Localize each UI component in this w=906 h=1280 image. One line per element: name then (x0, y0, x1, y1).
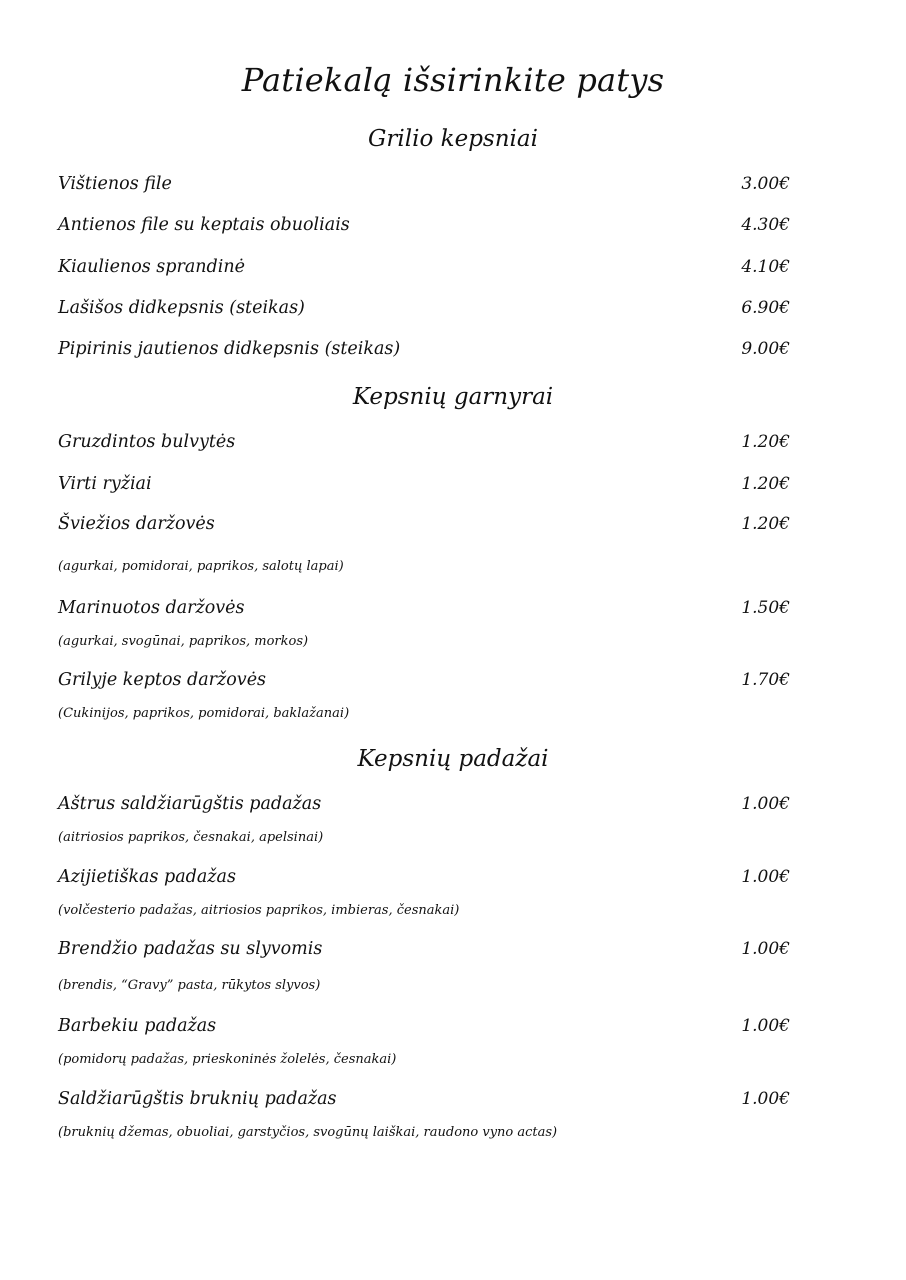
item-name: Virti ryžiai (58, 474, 152, 494)
item-name: Vištienos file (58, 174, 172, 194)
item-price: 3.00€ (741, 174, 790, 194)
item-price: 1.00€ (741, 794, 790, 814)
section-title-kepsniu-padazai: Kepsnių padažai (357, 746, 549, 772)
item-note: (bruknių džemas, obuoliai, garstyčios, svogūnų laiškai, raudono vyno actas) (58, 1125, 558, 1140)
item-price: 1.20€ (741, 514, 790, 534)
page-title: Patiekalą išsirinkite patys (241, 61, 665, 99)
item-note: (brendis, “Gravy” pasta, rūkytos slyvos) (58, 978, 321, 993)
item-name: Pipirinis jautienos didkepsnis (steikas) (58, 339, 401, 359)
item-price: 1.00€ (741, 1089, 790, 1109)
item-price: 1.00€ (741, 867, 790, 887)
item-price: 1.20€ (741, 432, 790, 452)
item-name: Antienos file su keptais obuoliais (58, 215, 350, 235)
item-price: 4.10€ (741, 257, 790, 277)
item-name: Brendžio padažas su slyvomis (58, 939, 323, 959)
item-name: Marinuotos daržovės (58, 598, 245, 618)
item-name: Šviežios daržovės (58, 514, 215, 534)
item-note: (aitriosios paprikos, česnakai, apelsinai) (58, 830, 324, 845)
item-name: Kiaulienos sprandinė (58, 257, 245, 277)
item-price: 4.30€ (741, 215, 790, 235)
item-note: (volčesterio padažas, aitriosios paprikos, imbieras, česnakai) (58, 903, 460, 918)
item-name: Lašišos didkepsnis (steikas) (58, 298, 305, 318)
item-name: Gruzdintos bulvytės (58, 432, 236, 452)
item-note: (agurkai, svogūnai, paprikos, morkos) (58, 634, 309, 649)
section-title-grilio-kepsniai: Grilio kepsniai (368, 126, 538, 152)
item-note: (agurkai, pomidorai, paprikos, salotų lapai) (58, 559, 344, 574)
item-note: (Cukinijos, paprikos, pomidorai, baklažanai) (58, 706, 350, 721)
item-price: 9.00€ (741, 339, 790, 359)
item-name: Barbekiu padažas (58, 1016, 217, 1036)
item-price: 1.50€ (741, 598, 790, 618)
item-name: Azijietiškas padažas (58, 867, 236, 887)
item-name: Aštrus saldžiarūgštis padažas (58, 794, 322, 814)
item-price: 1.00€ (741, 1016, 790, 1036)
item-name: Saldžiarūgštis bruknių padažas (58, 1089, 337, 1109)
item-price: 1.00€ (741, 939, 790, 959)
item-note: (pomidorų padažas, prieskoninės žolelės, česnakai) (58, 1052, 397, 1067)
item-price: 1.20€ (741, 474, 790, 494)
item-price: 6.90€ (741, 298, 790, 318)
section-title-kepsniu-garnyrai: Kepsnių garnyrai (352, 384, 554, 410)
item-price: 1.70€ (741, 670, 790, 690)
item-name: Grilyje keptos daržovės (58, 670, 267, 690)
